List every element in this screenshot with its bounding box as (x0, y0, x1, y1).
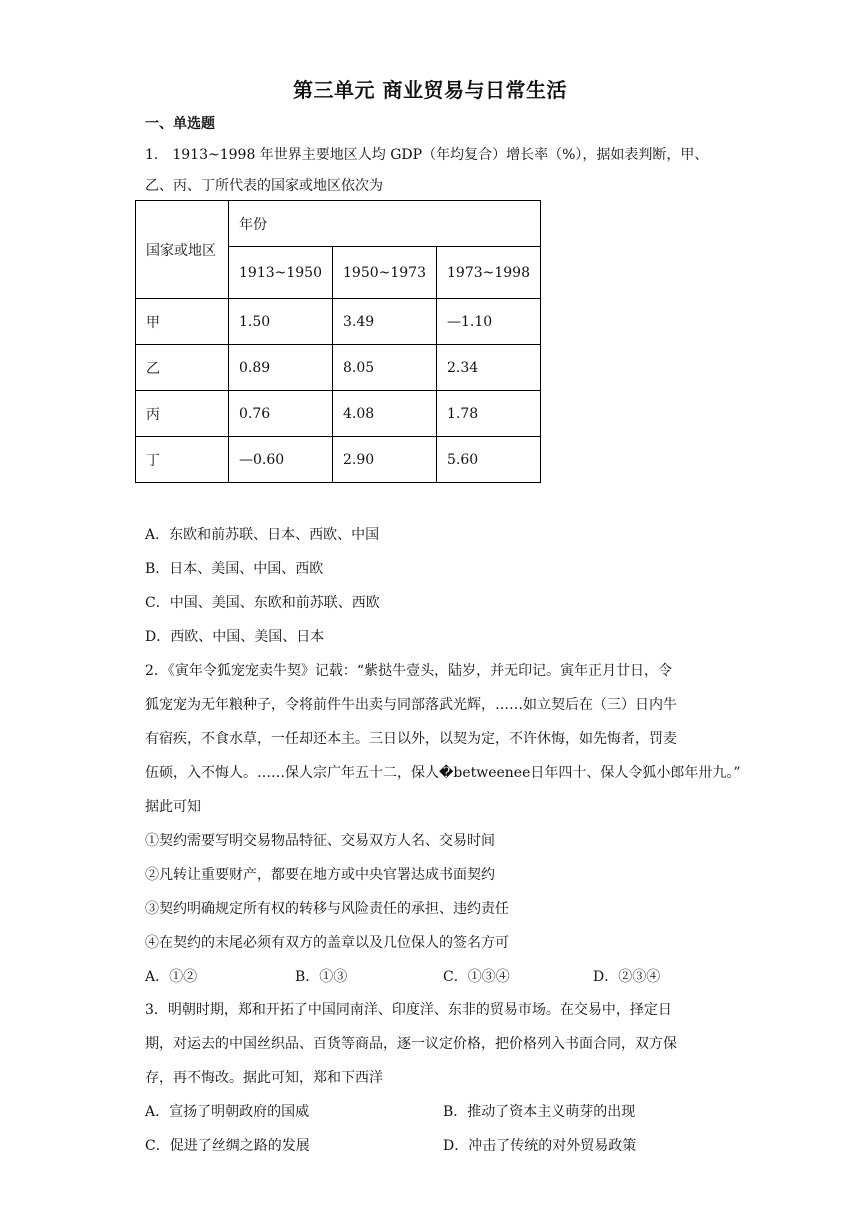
q3-option-a: A．宣扬了明朝政府的国威 (145, 1104, 310, 1120)
q3-option-b: B．推动了资本主义萌芽的出现 (443, 1104, 636, 1120)
q2-stem-line: 据此可知 (145, 799, 201, 815)
table-row (136, 437, 541, 483)
q2-stem-line: 狐宠宠为无年粮种子，令将前件牛出卖与同部落武光辉，……如立契后在（三）日内牛 (145, 697, 677, 713)
q1-option-b: B．日本、美国、中国、西欧 (145, 561, 324, 577)
table-cell: 4.08 (333, 391, 437, 437)
q3-option-d: D．冲击了传统的对外贸易政策 (443, 1138, 637, 1154)
q2-option-b: B．①③ (295, 969, 348, 985)
table-cell: 8.05 (333, 345, 437, 391)
table-cell: 0.76 (229, 391, 333, 437)
table-cell: 2.90 (333, 437, 437, 483)
table-header-period: 1950~1973 (333, 247, 437, 299)
section-heading: 一、单选题 (145, 116, 215, 132)
q2-option-a: A．①② (145, 969, 198, 985)
table-row (136, 299, 541, 345)
table-cell: 0.89 (229, 345, 333, 391)
q1-option-d: D．西欧、中国、美国、日本 (145, 629, 325, 645)
q2-option-d: D．②③④ (593, 969, 661, 985)
table-cell: —1.10 (437, 299, 541, 345)
table-header-period: 1973~1998 (437, 247, 541, 299)
q2-option-c: C．①③④ (443, 969, 510, 985)
table-cell-region: 丙 (136, 391, 229, 437)
q2-statement: ②凡转让重要财产，都要在地方或中央官署达成书面契约 (145, 867, 495, 883)
q2-statement: ④在契约的末尾必须有双方的盖章以及几位保人的签名方可 (145, 935, 509, 951)
gdp-growth-table (135, 200, 541, 483)
q2-statement: ③契约明确规定所有权的转移与风险责任的承担、违约责任 (145, 901, 509, 917)
q2-statement: ①契约需要写明交易物品特征、交易双方人名、交易时间 (145, 833, 495, 849)
table-cell: —0.60 (229, 437, 333, 483)
table-cell: 3.49 (333, 299, 437, 345)
table-row (136, 391, 541, 437)
q3-option-c: C．促进了丝绸之路的发展 (145, 1138, 310, 1154)
table-cell-region: 丁 (136, 437, 229, 483)
table-header-year: 年份 (229, 201, 541, 247)
q2-stem-line: 有宿疾，不食水草，一任却还本主。三日以外，以契为定，不许休悔，如先悔者，罚麦 (145, 731, 677, 747)
q1-stem-line-1: 1． 1913~1998 年世界主要地区人均 GDP（年均复合）增长率（%），据如表判断，甲、 (145, 147, 709, 163)
table-row (136, 345, 541, 391)
table-cell: 5.60 (437, 437, 541, 483)
table-cell-region: 甲 (136, 299, 229, 345)
table-cell: 1.78 (437, 391, 541, 437)
q1-stem-line-2: 乙、丙、丁所代表的国家或地区依次为 (145, 178, 383, 194)
q3-stem-line: 存，再不悔改。据此可知，郑和下西洋 (145, 1070, 383, 1086)
q3-stem-line: 期，对运去的中国丝织品、百货等商品，逐一议定价格，把价格列入书面合同，双方保 (145, 1036, 677, 1052)
q3-stem-line: 3．明朝时期，郑和开拓了中国同南洋、印度洋、东非的贸易市场。在交易中，择定日 (145, 1002, 672, 1018)
table-cell-region: 乙 (136, 345, 229, 391)
q2-stem-line: 2．《寅年令狐宠宠卖牛契》记载：“紫挞牛壹头，陆岁，并无印记。寅年正月廿日，令 (145, 663, 673, 679)
table-cell: 2.34 (437, 345, 541, 391)
table-header-region: 国家或地区 (136, 201, 229, 299)
table-header-period: 1913~1950 (229, 247, 333, 299)
page-title: 第三单元 商业贸易与日常生活 (293, 78, 567, 102)
q1-option-c: C．中国、美国、东欧和前苏联、西欧 (145, 595, 380, 611)
q2-stem-line: 伍硕，入不悔人。……保人宗广年五十二，保人�betweenee日年四十、保人令狐小郎年卅九。” (145, 765, 741, 781)
q1-option-a: A．东欧和前苏联、日本、西欧、中国 (145, 527, 380, 543)
table-cell: 1.50 (229, 299, 333, 345)
